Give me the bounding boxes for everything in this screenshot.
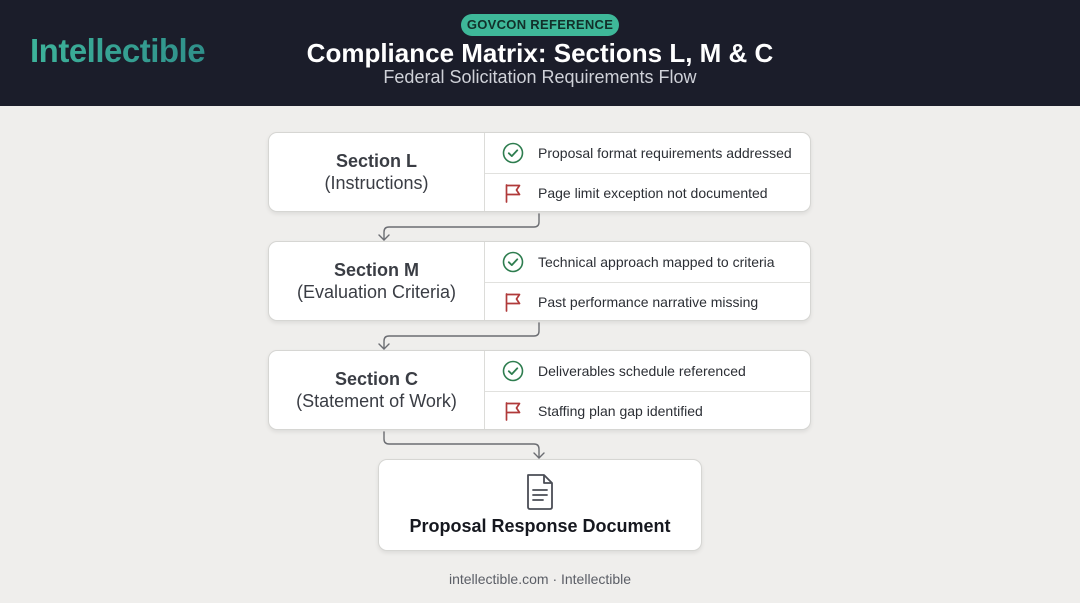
requirement-text: Technical approach mapped to criteria <box>538 254 775 270</box>
brand-logo: Intellectible <box>30 32 206 69</box>
proposal-document-card <box>378 459 702 551</box>
flag-icon <box>502 400 524 422</box>
section-subtitle: (Evaluation Criteria) <box>296 282 457 302</box>
section-subtitle: (Statement of Work) <box>296 391 457 411</box>
page-subtitle: Federal Solicitation Requirements Flow <box>383 67 697 87</box>
section-m-card <box>268 241 811 321</box>
requirement-row <box>485 282 810 321</box>
check-circle-icon <box>502 360 524 382</box>
requirement-row <box>485 133 810 174</box>
requirement-row <box>485 173 810 212</box>
page-title: Compliance Matrix: Sections L, M & C <box>306 38 774 68</box>
requirement-text: Past performance narrative missing <box>538 293 759 310</box>
requirement-text: Page limit exception not documented <box>538 184 768 201</box>
section-l-card <box>268 132 811 212</box>
section-name: Section C <box>334 369 418 389</box>
check-circle-icon <box>502 251 524 273</box>
reference-badge: GOVCON REFERENCE <box>461 14 619 36</box>
section-c-label <box>269 351 485 429</box>
footer-text: intellectible.com · Intellectible <box>448 571 632 587</box>
check-circle-icon <box>502 142 524 164</box>
document-icon <box>525 473 555 511</box>
final-title: Proposal Response Document <box>409 516 671 536</box>
requirement-row <box>485 242 810 283</box>
flag-icon <box>502 291 524 313</box>
section-name: Section M <box>333 260 419 280</box>
connector-m-to-c <box>384 323 539 349</box>
connector-l-to-m <box>384 214 539 240</box>
section-subtitle: (Instructions) <box>324 173 429 193</box>
requirement-text: Proposal format requirements addressed <box>538 145 792 161</box>
connector-c-to-doc <box>384 432 539 458</box>
section-l-label <box>269 133 485 211</box>
section-name: Section L <box>335 151 417 171</box>
requirement-row <box>485 351 810 392</box>
requirement-text: Deliverables schedule referenced <box>538 363 746 379</box>
flag-icon <box>502 182 524 204</box>
requirement-row <box>485 391 810 430</box>
requirement-text: Staffing plan gap identified <box>538 402 703 419</box>
section-c-card <box>268 350 811 430</box>
section-m-label <box>269 242 485 320</box>
